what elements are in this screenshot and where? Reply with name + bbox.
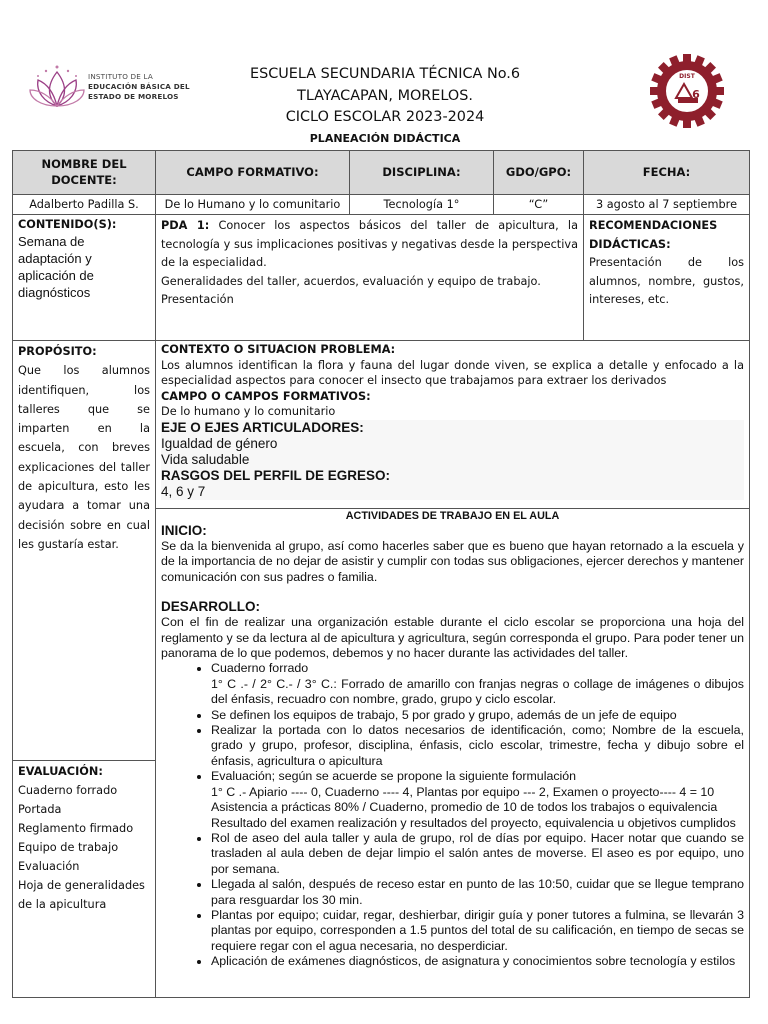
activity-subtext: 1° C .- / 2° C.- / 3° C.: Forrado de amarillo con franjas negras o collage de imágenes o dibujos del énfasis, recuadro con nombre, grado, grupo y ciclo escolar. [211,676,744,707]
contenido-cell [13,215,156,341]
evaluacion-item: Evaluación [18,860,80,873]
field-header: CAMPO FORMATIVO: [156,151,350,195]
pda-paragraph [161,217,578,273]
desarrollo-label: DESARROLLO: [161,599,260,615]
field-value: De lo Humano y lo comunitario [156,195,350,215]
inicio-label: INICIO: [161,523,207,538]
activity-list [161,661,744,969]
planning-table [12,150,750,998]
rasgos-text: 4, 6 y 7 [161,483,206,499]
grade-value: “C” [494,195,584,215]
institute-logo [28,62,218,116]
school-cycle: CICLO ESCOLAR 2023-2024 [285,109,485,125]
activity-item: • Plantas por equipo; cuidar, regar, deshierbar, dirigir guía y poner tutores a fulmina, se llevarán 3 plantas por equipo, corresponden a 1.5 puntos del total de su calificación, en tiempo de secas se requiere regar con el agua necesaria, no desperdiciar. [211,908,744,954]
school-titles [200,64,570,145]
document-type: PLANEACIÓN DIDÁCTICA [309,131,461,145]
gear-seal-icon [648,52,726,130]
lotus-icon [28,62,86,110]
articuladores-block [161,420,744,500]
recomendaciones-cell [584,215,749,341]
proposito-block [13,341,155,555]
activity-item: • Realizar la portada con lo datos necesarios de identificación, como; Nombre de la escuela, grado y grupo, profesor, disciplina, énfasis, ciclo escolar, trimestre, fecha y dibujo sobre el énfasis, agricultura o apicultura [211,723,744,769]
activity-subtext: Asistencia a prácticas 80% / Cuaderno, promedio de 10 de todos los trabajos o equivalencia [211,800,718,815]
proposito-label: PROPÓSITO: [18,345,97,358]
page-header [0,0,768,150]
evaluacion-item: Hoja de generalidades de la apicultura [18,879,145,911]
contenido-text [18,233,150,301]
evaluacion-label: EVALUACIÓN: [18,765,103,778]
evaluacion-item: Portada [18,803,62,816]
date-value: 3 agosto al 7 septiembre [584,195,749,215]
eje-item: Vida saludable [161,451,250,467]
institute-line-3: ESTADO DE MORELOS [88,92,179,101]
contenido-line: aplicación de [18,267,94,283]
campos-text: De lo humano y lo comunitario [161,405,336,419]
teacher-name: Adalberto Padilla S. [13,195,156,215]
evaluacion-block [13,760,155,915]
evaluacion-item: Equipo de trabajo [18,841,119,854]
activity-item: • Se definen los equipos de trabajo, 5 por grado y grupo, además de un jefe de equipo [211,708,744,723]
activity-item: • Aplicación de exámenes diagnósticos, de asignatura y conocimientos sobre tecnología y estilos [211,954,744,969]
desarrollo-text: Con el fin de realizar una organización estable durante el ciclo escolar se proporciona una hoja del reglamento y se da lectura al de apicultura y agricultura, según corresponda el grupo. Para poder tener un panorama de lo que podemos, debemos y no hacer durante las actividades del taller. [161,615,744,661]
contexto-text: Los alumnos identifican la flora y fauna del lugar donde viven, se explica a detalle y enfocado a la especialidad aspectos para conocer el insecto que trabajamos para extraer los derivados [161,358,744,388]
contenido-line: Semana de [18,233,85,249]
activity-item: • Llegada al salón, después de receso estar en punto de las 10:50, cuidar que se llegue temprano para resguardar los 30 min. [211,877,744,908]
rasgos-label: RASGOS DEL PERFIL DE EGRESO: [161,467,391,483]
campos-label: CAMPO O CAMPOS FORMATIVOS: [161,389,371,403]
evaluacion-item: Reglamento firmado [18,822,134,835]
activity-subtext: Resultado del examen realización y resultados del proyecto, equivalencia u objetivos cumplidos [211,815,736,830]
proposito-text: Que los alumnos identifiquen, los talleres que se imparten en la escuela, con breves explicaciones del taller de apicultura, esto les ayudara a tomar una decisión sobre en cual les gustaría estar. [18,364,150,551]
date-header: FECHA: [584,151,749,195]
activity-subtext: 1° C .- Apiario ---- 0, Cuaderno ---- 4, Plantas por equipo --- 2, Examen o proyecto---- 4 = 10 [211,784,715,799]
eje-label: EJE O EJES ARTICULADORES: [161,419,364,435]
school-seal [648,52,726,130]
contexto-cell [156,341,749,509]
actividades-title: ACTIVIDADES DE TRABAJO EN EL AULA [345,510,560,522]
eje-item: Igualdad de género [161,435,278,451]
contenido-line: adaptación y [18,250,92,266]
institute-line-1: INSTITUTO DE LA [88,72,153,81]
pda-cell [156,215,584,341]
pda-text: Conocer los aspectos básicos del taller de apicultura, la tecnología y sus implicaciones positivas y negativas desde la perspectiva de la especialidad. [161,219,578,269]
pda-line-2: Generalidades del taller, acuerdos, evaluación y equipo de trabajo. [161,274,541,288]
contenido-label: CONTENIDO(S): [18,218,117,231]
pda-label: PDA 1: [161,219,210,232]
actividades-cell [156,509,749,997]
contexto-label: CONTEXTO O SITUACION PROBLEMA: [161,343,396,356]
pda-line-3: Presentación [161,293,234,306]
institute-line-2: EDUCACIÓN BÁSICA DEL [88,82,190,91]
activity-item: • Cuaderno forrado 1° C .- / 2° C.- / 3° C.: Forrado de amarillo con franjas negras o collage de imágenes o dibujos del énfasis, recuadro con nombre, grado, grupo y ciclo escolar. [211,661,744,707]
teacher-header: NOMBRE DEL DOCENTE: [13,151,156,195]
institute-name [88,72,190,102]
left-column [13,341,156,997]
discipline-header: DISCIPLINA: [350,151,494,195]
recomendaciones-text: Presentación de los alumnos, nombre, gustos, intereses, etc. [589,256,744,306]
activity-item: • Evaluación; según se acuerde se propone la siguiente formulación 1° C .- Apiario ---- 0, Cuaderno ---- 4, Plantas por equipo --- 2, Examen o proyecto---- 4 = 10 Asistencia a prácticas 80% / Cuaderno, promedio de 10 de todos los trabajos o equivalencia Resultado del examen realización y resultados del proyecto, equivalencia u objetivos cumplidos [211,769,744,831]
seal-label: DIST [679,73,695,80]
inicio-text: Se da la bienvenida al grupo, así como hacerles saber que es bueno que hayan retornado a la escuela y de la importancia de no dejar de asistir y cumplir con todas sus obligaciones, ejercer derechos y mantener comunicación con sus padres o familia. [161,539,744,584]
discipline-value: Tecnología 1° [350,195,494,215]
school-name: ESCUELA SECUNDARIA TÉCNICA No.6 [249,66,521,82]
activity-item: • Rol de aseo del aula taller y aula de grupo, rol de días por equipo. Hacer notar que cuando se trasladen al aula deben de dejar limpio el salón antes de moverse. El aseo es por equipo, uno por semana. [211,831,744,877]
recomendaciones-label: RECOMENDACIONES DIDÁCTICAS: [589,219,718,251]
grade-header: GDO/GPO: [494,151,584,195]
contenido-line: diagnósticos [18,284,91,300]
school-location: TLAYACAPAN, MORELOS. [297,87,473,104]
evaluacion-item: Cuaderno forrado [18,784,118,797]
seal-number: 6 [692,88,700,101]
